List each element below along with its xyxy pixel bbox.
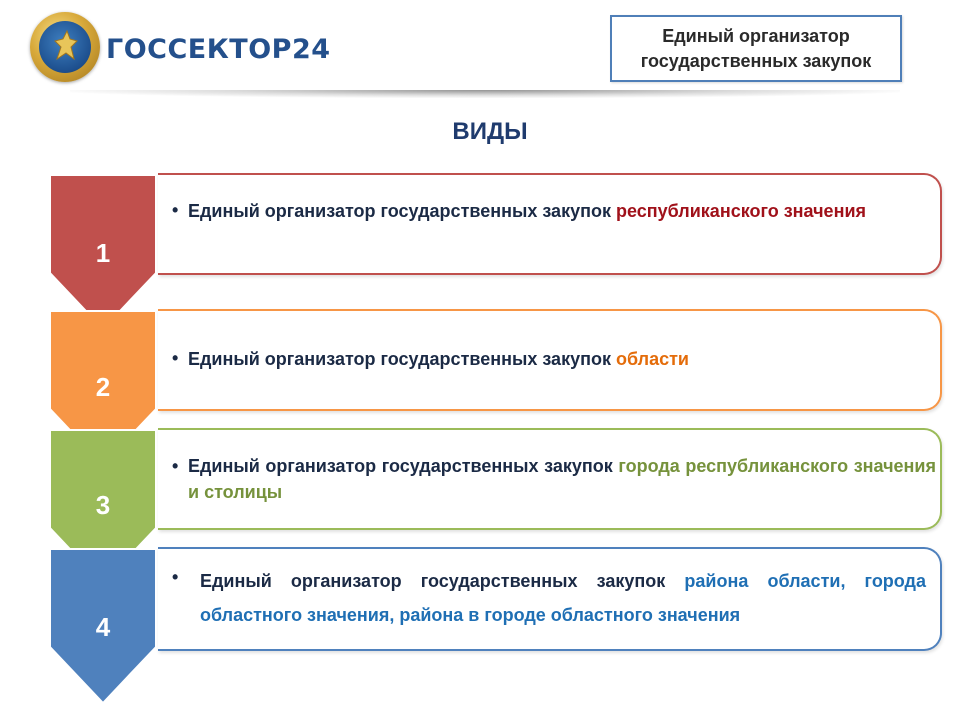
step-text-4-main: Единый организатор государственных закупок bbox=[200, 571, 685, 591]
step-number-3: 3 bbox=[95, 490, 111, 520]
step-number-4: 4 bbox=[95, 612, 111, 642]
page-title: ВИДЫ bbox=[452, 118, 528, 145]
step-text-4 bbox=[200, 564, 926, 632]
organizer-box-line2: государственных закупок bbox=[640, 50, 872, 71]
step-text-2-highlight: области bbox=[615, 349, 689, 369]
logo bbox=[30, 12, 330, 84]
step-text-3-highlight: города республиканского значения и столицы bbox=[188, 456, 936, 502]
organizer-box bbox=[610, 15, 902, 82]
step-number-1: 1 bbox=[95, 238, 111, 268]
bullet-1: • bbox=[172, 200, 179, 220]
step-number-2: 2 bbox=[95, 372, 111, 402]
step-text-3 bbox=[188, 453, 936, 505]
step-text-3-main: Единый организатор государственных закупок bbox=[188, 456, 619, 476]
bullet-4: • bbox=[172, 567, 179, 587]
bullet-3: • bbox=[172, 456, 179, 476]
bullet-2: • bbox=[172, 348, 179, 368]
header-divider bbox=[70, 90, 900, 98]
step-text-1 bbox=[188, 198, 936, 224]
step-text-4-highlight: района области, города областного значения, района в городе областного значения bbox=[200, 571, 926, 625]
organizer-box-line1: Единый организатор bbox=[662, 25, 850, 46]
step-text-1-highlight: республиканского значения bbox=[615, 201, 867, 221]
step-text-2 bbox=[188, 346, 936, 372]
logo-text: ГОССЕКТОР24 bbox=[106, 34, 331, 65]
step-text-2-main: Единый организатор государственных закупок bbox=[188, 349, 616, 369]
step-card-1 bbox=[158, 173, 942, 275]
step-text-1-main: Единый организатор государственных закупок bbox=[188, 201, 616, 221]
logo-emblem-icon bbox=[30, 12, 100, 82]
